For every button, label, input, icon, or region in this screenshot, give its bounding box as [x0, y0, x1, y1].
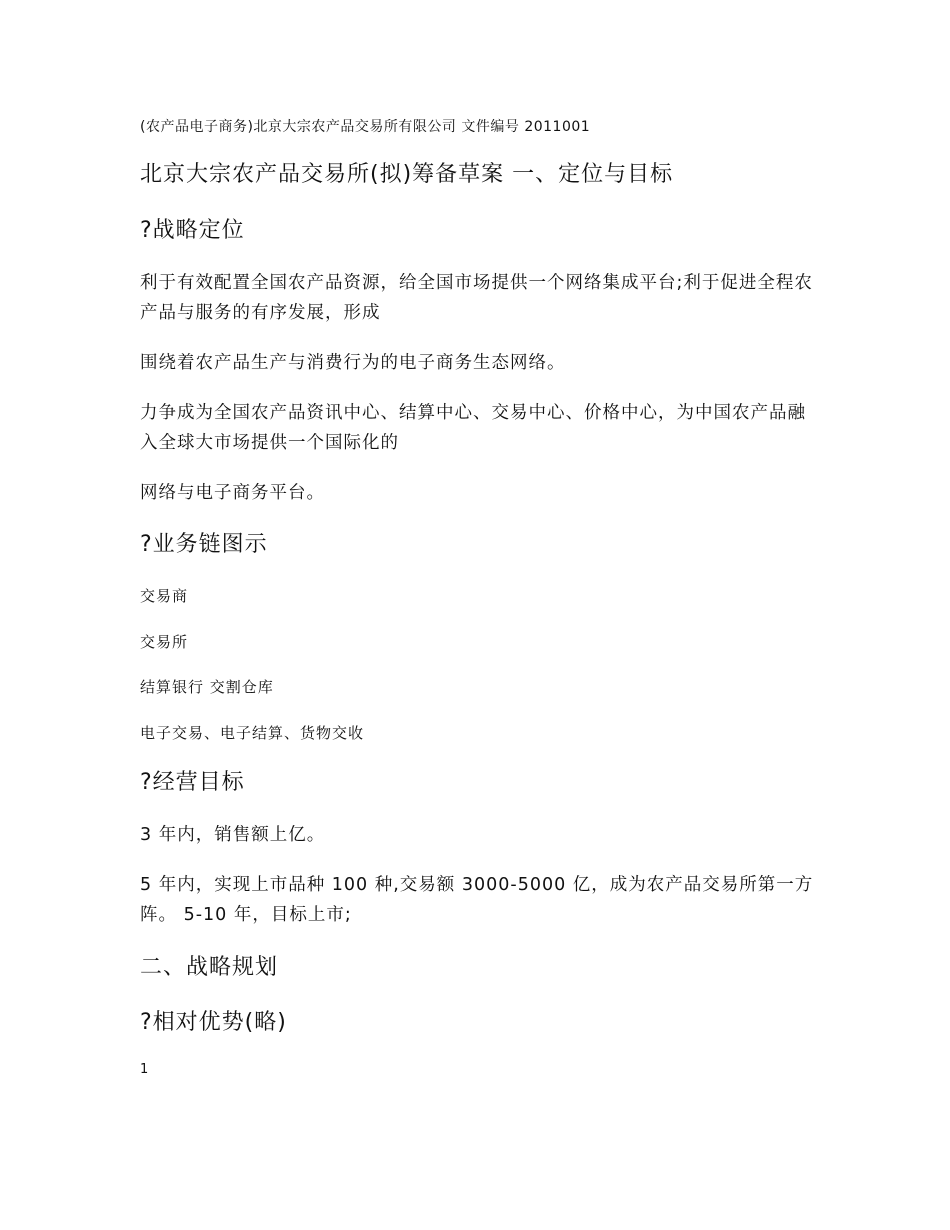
document-title: 北京大宗农产品交易所(拟)筹备草案 一、定位与目标	[140, 162, 674, 187]
heading-relative-advantage: ?相对优势(略)	[140, 1010, 287, 1035]
document-header: (农产品电子商务)北京大宗农产品交易所有限公司 文件编号 2011001	[140, 119, 591, 135]
chain-item: 交易商	[140, 587, 189, 605]
paragraph: 网络与电子商务平台。	[140, 483, 325, 503]
chain-item: 电子交易、电子结算、货物交收	[140, 724, 365, 742]
heading-business-goals: ?经营目标	[140, 770, 245, 795]
paragraph: 力争成为全国农产品资讯中心、结算中心、交易中心、价格中心，为中国农产品融入全球大市场提供一个国际化的	[140, 403, 806, 453]
heading-business-chain: ?业务链图示	[140, 532, 268, 557]
chain-item: 结算银行 交割仓库	[140, 678, 274, 696]
paragraph: 5 年内，实现上市品种 100 种,交易额 3000-5000 亿，成为农产品交易所第一方阵。 5-10 年，目标上市;	[140, 875, 814, 925]
paragraph: 3 年内，销售额上亿。	[140, 825, 326, 845]
paragraph: 利于有效配置全国农产品资源，给全国市场提供一个网络集成平台;利于促进全程农产品与服务的有序发展，形成	[140, 273, 813, 323]
heading-strategic-positioning: ?战略定位	[140, 218, 245, 243]
paragraph: 围绕着农产品生产与消费行为的电子商务生态网络。	[140, 353, 566, 373]
chain-item: 交易所	[140, 633, 189, 651]
heading-strategic-planning: 二、战略规划	[140, 955, 279, 980]
page-number: 1	[140, 1062, 149, 1077]
